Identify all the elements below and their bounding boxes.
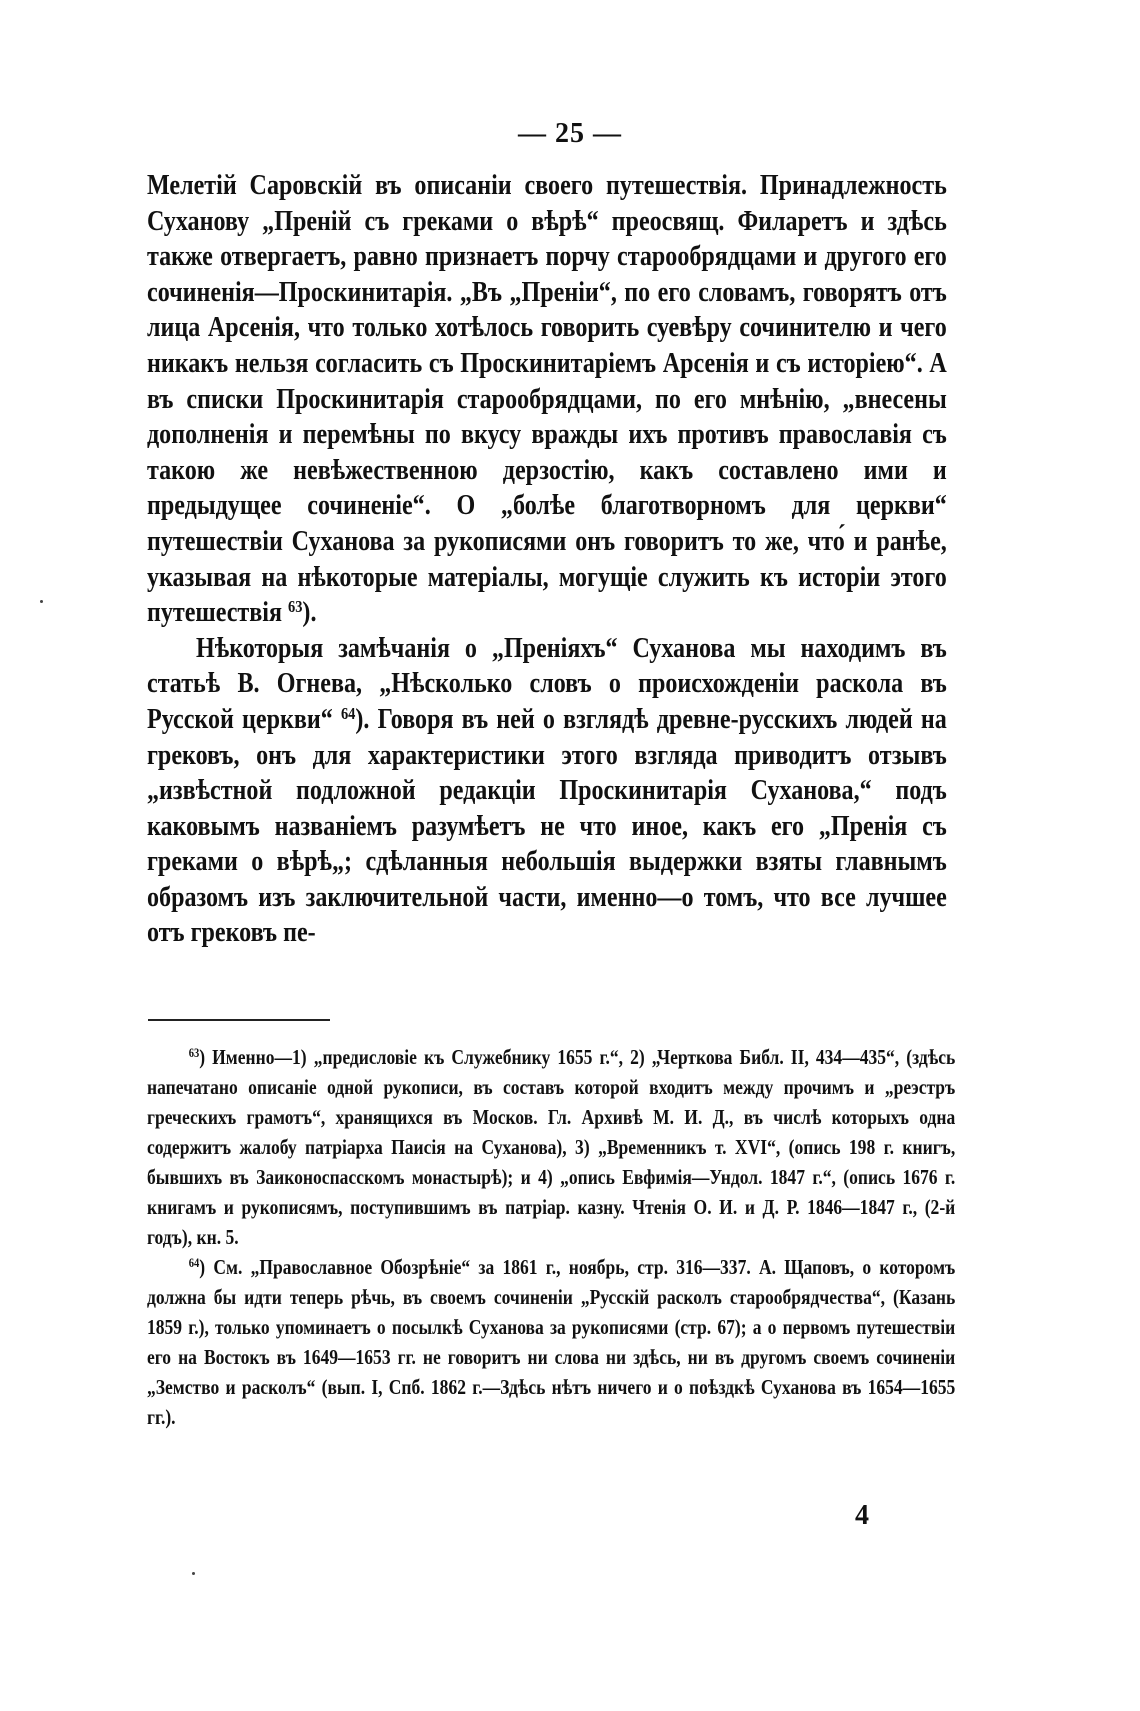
paragraph-text: Мелетій Саровскій въ описаніи своего путешествія. Принадлежность Суханову „Преній съ греками о вѣрѣ“ преосвящ. Филаретъ и здѣсь также отвергаетъ, равно признаетъ порчу старообрядцами и другого его сочиненія—Проскинитарія. „Въ „Преніи“, по его словамъ, говорятъ отъ лица Арсенія, что только хотѣлось говорить суевѣру сочинителю и чего никакъ нельзя согласить съ Проскинитаріемъ Арсенія и съ исторіею“. А въ списки Проскинитарія старообрядцами, по его мнѣнію, „внесены дополненія и перемѣны по вкусу вражды ихъ противъ православія съ такою же невѣжественною дерзостію, какъ составлено ими и предыдущее сочиненіе“. О „болѣе благотворномъ для церкви“ путешествіи Суханова за рукописями онъ говоритъ то же, что́ и ранѣе, указывая на нѣкоторые матеріалы, могущіе служить къ исторіи этого путешествія: [147, 170, 947, 629]
paragraph-text-continued: ). Говоря въ ней о взглядѣ древне-русскихъ людей на грековъ, онъ для характеристики этого взгляда приводитъ отзывъ „извѣстной подложной редакціи Проскинитарія Суханова,“ подъ каковымъ названіемъ разумѣетъ не что иное, какъ его „Пренія съ греками о вѣрѣ„; сдѣланныя небольшія выдержки взяты главнымъ образомъ изъ заключительной части, именно—о томъ, что все лучшее отъ грековъ пе-: [147, 703, 947, 949]
footnote-text: ) См. „Православное Обозрѣніе“ за 1861 г., ноябрь, стр. 316—337. А. Щаповъ, о которомъ должна бы идти теперь рѣчь, въ своемъ сочиненіи „Русскій расколъ старообрядчества“, (Казань 1859 г.), только упоминаетъ о посылкѣ Суханова за рукописями (стр. 67); а о первомъ путешествіи его на Востокъ въ 1649—1653 гг. не говоритъ ни слова ни здѣсь, ни въ другомъ своемъ сочиненіи „Земство и расколъ“ (вып. I, Спб. 1862 г.—Здѣсь нѣтъ ничего и о поѣздкѣ Суханова въ 1654—1655 гг.).: [147, 1255, 956, 1429]
footnote: [147, 1042, 955, 1252]
footnote-text: ) Именно—1) „предисловіе къ Служебнику 1655 г.“, 2) „Черткова Библ. II, 434—435“, (здѣсь напечатано описаніе одной рукописи, въ составъ которой входитъ между прочимъ и „реэстръ греческихъ грамотъ“, хранящихся въ Москов. Гл. Архивѣ М. И. Д., въ числѣ которыхъ одна содержитъ жалобу патріарха Паисія на Суханова), 3) „Временникъ т. XVI“, (опись 198 г. книгъ, бывшихъ въ Заиконоспасскомъ монастырѣ); и 4) „опись Евфимія—Ундол. 1847 г.“, (опись 1676 г. книгамъ и рукописямъ, поступившимъ въ патріар. казну. Чтенія О. И. и Д. Р. 1846—1847 г., (2-й годъ), кн. 5.: [147, 1045, 956, 1249]
speck: [40, 600, 43, 603]
footnote-marker: 64: [188, 1256, 200, 1271]
footnotes: [147, 1042, 955, 1432]
paragraph: [147, 168, 947, 631]
paragraph-text: Нѣкоторыя замѣчанія о „Преніяхъ“ Суханова мы находимъ въ статьѣ В. Огнева, „Нѣсколько словъ о происхожденіи раскола въ Русской церкви“: [147, 632, 947, 735]
main-text: [147, 168, 947, 951]
footnote-ref: 63: [287, 596, 303, 616]
footnote-divider: [148, 1019, 330, 1021]
paragraph-text-tail: ).: [302, 597, 317, 629]
paragraph: [147, 631, 947, 951]
footnote-marker: 63: [188, 1046, 200, 1061]
speck: [192, 1572, 195, 1575]
footnote: [147, 1252, 955, 1432]
signature-mark: 4: [855, 1500, 869, 1531]
footnote-ref: 64: [340, 703, 356, 723]
page-number: — 25 —: [518, 118, 622, 149]
